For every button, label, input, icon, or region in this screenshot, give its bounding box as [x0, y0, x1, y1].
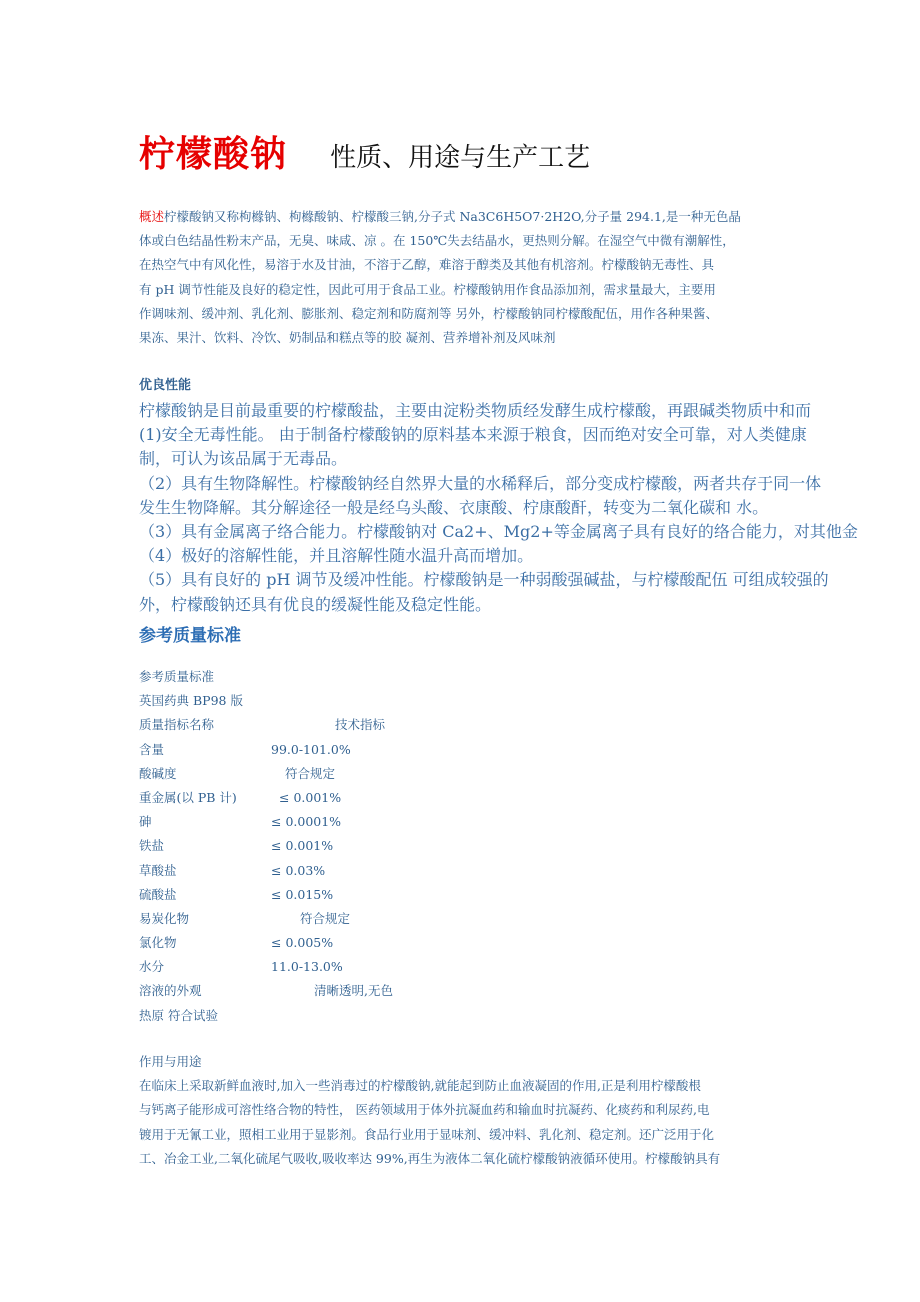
table-row: 溶液的外观 清晰透明,无色: [139, 983, 393, 999]
quality-edition: 英国药典 BP98 版: [139, 693, 243, 709]
overview-line: 果冻、果汁、饮料、冷饮、奶制品和糕点等的胶 凝剂、营养增补剂及风味剂: [139, 330, 556, 346]
table-row: 易炭化物 符合规定: [139, 910, 351, 926]
uses-line: 在临床上采取新鲜血液时,加入一些消毒过的柠檬酸钠,就能起到防止血液凝固的作用,正是利用柠檬酸根: [139, 1078, 701, 1094]
overview-paragraph: [139, 205, 789, 350]
properties-line: （3）具有金属离子络合能力。柠檬酸钠对 Ca2+、Mg2+等金属离子具有良好的络合能力，对其他金: [139, 521, 858, 541]
properties-line: （5）具有良好的 pH 调节及缓冲性能。柠檬酸钠是一种弱酸强碱盐，与柠檬酸配伍 可组成较强的: [139, 570, 829, 590]
title-sub: 性质、用途与生产工艺: [330, 143, 591, 173]
table-row: 草酸盐 ≤ 0.03%: [139, 862, 326, 878]
properties-line: 柠檬酸钠是目前最重要的柠檬酸盐，主要由淀粉类物质经发酵生成柠檬酸，再跟碱类物质中和而: [139, 401, 812, 420]
uses-heading: 作用与用途: [139, 1054, 202, 1069]
table-row: 酸碱度 符合规定: [139, 765, 336, 781]
properties-line: （4）极好的溶解性能，并且溶解性随水温升高而增加。: [139, 546, 534, 566]
overview-line: 在热空气中有风化性，易溶于水及甘油，不溶于乙醇，难溶于醇类及其他有机溶剂。柠檬酸钠无毒性、具: [139, 257, 715, 273]
properties-line: 外，柠檬酸钠还具有优良的缓凝性能及稳定性能。: [139, 594, 492, 614]
header-spec: 技术指标: [335, 717, 386, 733]
properties-heading: 优良性能: [139, 378, 192, 393]
overview-line: 作调味剂、缓冲剂、乳化剂、膨胀剂、稳定剂和防腐剂等 另外，柠檬酸钠同柠檬酸配伍，用作各种果酱、: [139, 305, 718, 321]
table-row: 热原 符合试验: [139, 1007, 218, 1023]
quality-subheading: 参考质量标准: [139, 669, 215, 684]
overview-label: 概述: [139, 209, 165, 224]
uses-line: 与钙离子能形成可溶性络合物的特性， 医药领域用于体外抗凝血药和输血时抗凝药、化痰药和利尿药,电: [139, 1102, 710, 1118]
quality-header-row: [139, 713, 639, 737]
quality-standard-table: [139, 665, 639, 1028]
header-name: 质量指标名称: [139, 717, 215, 733]
uses-line: 工、冶金工业,二氧化硫尾气吸收,吸收率达 99%,再生为液体二氧化硫柠檬酸钠液循环使用。柠檬酸钠具有: [139, 1150, 721, 1166]
document-title: [139, 126, 590, 177]
properties-line: 发生生物降解。其分解途径一般是经乌头酸、衣康酸、柠康酸酐，转变为二氧化碳和 水。: [139, 497, 769, 517]
table-row: 含量 99.0-101.0%: [139, 741, 351, 757]
table-row: 砷 ≤ 0.0001%: [139, 814, 342, 830]
quality-heading: 参考质量标准: [139, 626, 241, 646]
overview-line: 概述柠檬酸钠又称枸橼钠、枸橼酸钠、柠檬酸三钠,分子式 Na3C6H5O7·2H2O,分子量 294.1,是一种无色晶: [139, 209, 741, 224]
table-row: 硫酸盐 ≤ 0.015%: [139, 886, 334, 902]
properties-paragraph: [139, 399, 920, 617]
table-row: 铁盐 ≤ 0.001%: [139, 838, 334, 854]
properties-line: 制，可认为该品属于无毒品。: [139, 449, 348, 469]
overview-line: 体或白色结晶性粉末产品，无臭、味咸、凉 。在 150℃失去结晶水，更热则分解。在湿空气中微有潮解性，: [139, 233, 735, 249]
title-main: 柠檬酸钠: [139, 133, 288, 175]
uses-line: 镀用于无氰工业，照相工业用于显影剂。食品行业用于显味剂、缓冲料、乳化剂、稳定剂。还广泛用于化: [139, 1126, 715, 1142]
overview-line: 有 pH 调节性能及良好的稳定性，因此可用于食品工业。柠檬酸钠用作食品添加剂，需求量最大，主要用: [139, 281, 716, 297]
table-row: 水分 11.0-13.0%: [139, 959, 343, 975]
properties-line: （2）具有生物降解性。柠檬酸钠经自然界大量的水稀释后，部分变成柠檬酸，两者共存于同一体: [139, 473, 822, 493]
table-row: 重金属(以 PB 计) ≤ 0.001%: [139, 789, 342, 805]
properties-line: (1)安全无毒性能。 由于制备柠檬酸钠的原料基本来源于粮食，因而绝对安全可靠，对人类健康: [139, 425, 807, 445]
table-row: 氯化物 ≤ 0.005%: [139, 935, 334, 951]
uses-section: [139, 1050, 789, 1171]
